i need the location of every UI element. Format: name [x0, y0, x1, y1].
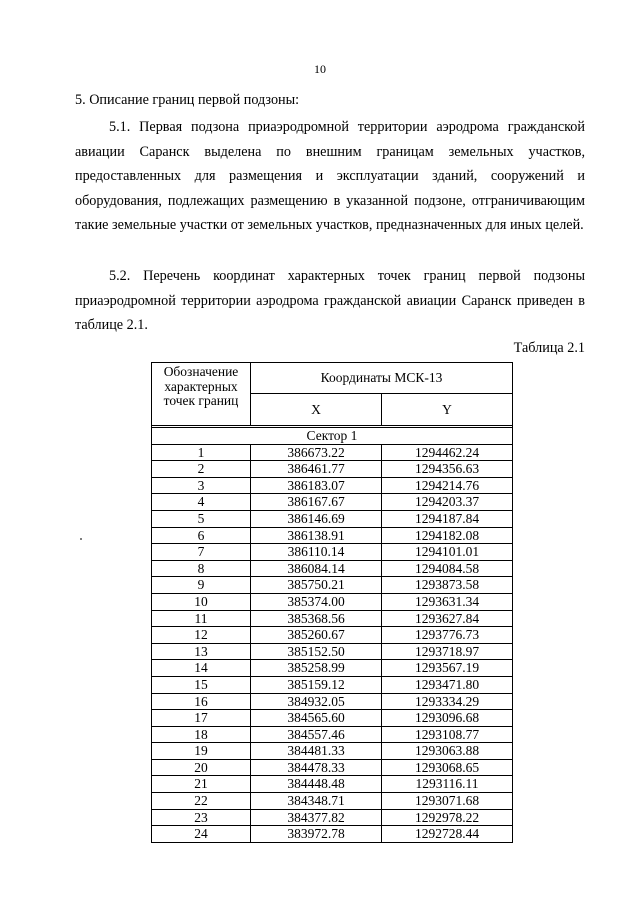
x-coordinate-cell: 385368.56 — [251, 610, 382, 627]
y-coordinate-cell: 1294101.01 — [382, 544, 513, 561]
y-coordinate-cell: 1293718.97 — [382, 643, 513, 660]
y-coordinate-cell: 1292728.44 — [382, 826, 513, 843]
table-row — [152, 510, 513, 527]
point-number-cell: 7 — [152, 544, 251, 561]
table-row — [152, 560, 513, 577]
table-row — [152, 527, 513, 544]
point-number-cell: 11 — [152, 610, 251, 627]
table-row — [152, 494, 513, 511]
table-row — [152, 809, 513, 826]
x-coordinate-cell: 384448.48 — [251, 776, 382, 793]
y-coordinate-cell: 1294214.76 — [382, 477, 513, 494]
x-coordinate-cell: 384377.82 — [251, 809, 382, 826]
paragraph-5-2: 5.2. Перечень координат характерных точек границ первой подзоны приаэродромной территории аэродрома гражданской авиации Саранск приведен в таблице 2.1. — [75, 268, 585, 333]
scan-speck — [80, 538, 82, 540]
sector-label: Сектор 1 — [152, 428, 513, 445]
point-number-cell: 4 — [152, 494, 251, 511]
y-coordinate-cell: 1293471.80 — [382, 676, 513, 693]
point-number-cell: 18 — [152, 726, 251, 743]
table-row — [152, 743, 513, 760]
y-coordinate-cell: 1293096.68 — [382, 710, 513, 727]
sector-row — [152, 428, 513, 445]
table-row — [152, 660, 513, 677]
x-coordinate-cell: 383972.78 — [251, 826, 382, 843]
y-coordinate-cell: 1293631.34 — [382, 593, 513, 610]
y-coordinate-cell: 1294462.24 — [382, 444, 513, 461]
point-number-cell: 6 — [152, 527, 251, 544]
table-row — [152, 826, 513, 843]
x-coordinate-cell: 385159.12 — [251, 676, 382, 693]
point-number-cell: 10 — [152, 593, 251, 610]
point-number-cell: 24 — [152, 826, 251, 843]
point-number-cell: 5 — [152, 510, 251, 527]
y-coordinate-cell: 1293071.68 — [382, 793, 513, 810]
page-number: 10 — [314, 62, 326, 76]
table-row — [152, 444, 513, 461]
table-row — [152, 676, 513, 693]
table-row — [152, 593, 513, 610]
x-coordinate-cell: 384478.33 — [251, 759, 382, 776]
table-row — [152, 461, 513, 478]
table-row — [152, 776, 513, 793]
x-coordinate-cell: 386138.91 — [251, 527, 382, 544]
table-row — [152, 544, 513, 561]
paragraph-5-1: 5.1. Первая подзона приаэродромной территории аэродрома гражданской авиации Саранск выделена по внешним границам земельных участков, предоставленных для размещения и эксплуатации зданий, сооружений и оборудования, подлежащих размещению в указанной подзоне, отграничивающим такие земельные участки от земельных участков, предназначенных для иных целей. — [75, 119, 585, 233]
y-coordinate-cell: 1294187.84 — [382, 510, 513, 527]
header-y: Y — [382, 394, 513, 426]
point-number-cell: 19 — [152, 743, 251, 760]
x-coordinate-cell: 386167.67 — [251, 494, 382, 511]
y-coordinate-cell: 1293873.58 — [382, 577, 513, 594]
table-body — [152, 426, 513, 843]
x-coordinate-cell: 384932.05 — [251, 693, 382, 710]
x-coordinate-cell: 386146.69 — [251, 510, 382, 527]
table-caption: Таблица 2.1 — [513, 340, 585, 356]
point-number-cell: 8 — [152, 560, 251, 577]
x-coordinate-cell: 386673.22 — [251, 444, 382, 461]
point-number-cell: 14 — [152, 660, 251, 677]
y-coordinate-cell: 1293334.29 — [382, 693, 513, 710]
table-row — [152, 793, 513, 810]
point-number-cell: 12 — [152, 627, 251, 644]
point-number-cell: 23 — [152, 809, 251, 826]
header-x: X — [251, 394, 382, 426]
point-number-cell: 21 — [152, 776, 251, 793]
y-coordinate-cell: 1293116.11 — [382, 776, 513, 793]
y-coordinate-cell: 1294182.08 — [382, 527, 513, 544]
x-coordinate-cell: 385152.50 — [251, 643, 382, 660]
x-coordinate-cell: 386084.14 — [251, 560, 382, 577]
x-coordinate-cell: 385750.21 — [251, 577, 382, 594]
point-number-cell: 15 — [152, 676, 251, 693]
coordinates-table — [151, 362, 513, 843]
point-number-cell: 2 — [152, 461, 251, 478]
table-row — [152, 577, 513, 594]
table-row — [152, 726, 513, 743]
x-coordinate-cell: 384565.60 — [251, 710, 382, 727]
table-row — [152, 627, 513, 644]
point-number-cell: 3 — [152, 477, 251, 494]
section-heading: 5. Описание границ первой подзоны: — [75, 92, 300, 108]
point-number-cell: 1 — [152, 444, 251, 461]
point-number-cell: 22 — [152, 793, 251, 810]
table-row — [152, 693, 513, 710]
y-coordinate-cell: 1293567.19 — [382, 660, 513, 677]
x-coordinate-cell: 386461.77 — [251, 461, 382, 478]
x-coordinate-cell: 384348.71 — [251, 793, 382, 810]
x-coordinate-cell: 385258.99 — [251, 660, 382, 677]
y-coordinate-cell: 1293627.84 — [382, 610, 513, 627]
header-designation: Обозначение характерных точек границ — [152, 363, 251, 426]
y-coordinate-cell: 1293068.65 — [382, 759, 513, 776]
y-coordinate-cell: 1293108.77 — [382, 726, 513, 743]
y-coordinate-cell: 1294084.58 — [382, 560, 513, 577]
y-coordinate-cell: 1293776.73 — [382, 627, 513, 644]
x-coordinate-cell: 386183.07 — [251, 477, 382, 494]
x-coordinate-cell: 384557.46 — [251, 726, 382, 743]
y-coordinate-cell: 1294356.63 — [382, 461, 513, 478]
table-row — [152, 759, 513, 776]
point-number-cell: 20 — [152, 759, 251, 776]
x-coordinate-cell: 385374.00 — [251, 593, 382, 610]
table-row — [152, 643, 513, 660]
point-number-cell: 9 — [152, 577, 251, 594]
y-coordinate-cell: 1294203.37 — [382, 494, 513, 511]
table-row — [152, 710, 513, 727]
x-coordinate-cell: 385260.67 — [251, 627, 382, 644]
table-row — [152, 477, 513, 494]
x-coordinate-cell: 386110.14 — [251, 544, 382, 561]
y-coordinate-cell: 1293063.88 — [382, 743, 513, 760]
point-number-cell: 13 — [152, 643, 251, 660]
table-row — [152, 610, 513, 627]
header-coordinates: Координаты МСК-13 — [251, 363, 513, 394]
point-number-cell: 17 — [152, 710, 251, 727]
x-coordinate-cell: 384481.33 — [251, 743, 382, 760]
y-coordinate-cell: 1292978.22 — [382, 809, 513, 826]
point-number-cell: 16 — [152, 693, 251, 710]
